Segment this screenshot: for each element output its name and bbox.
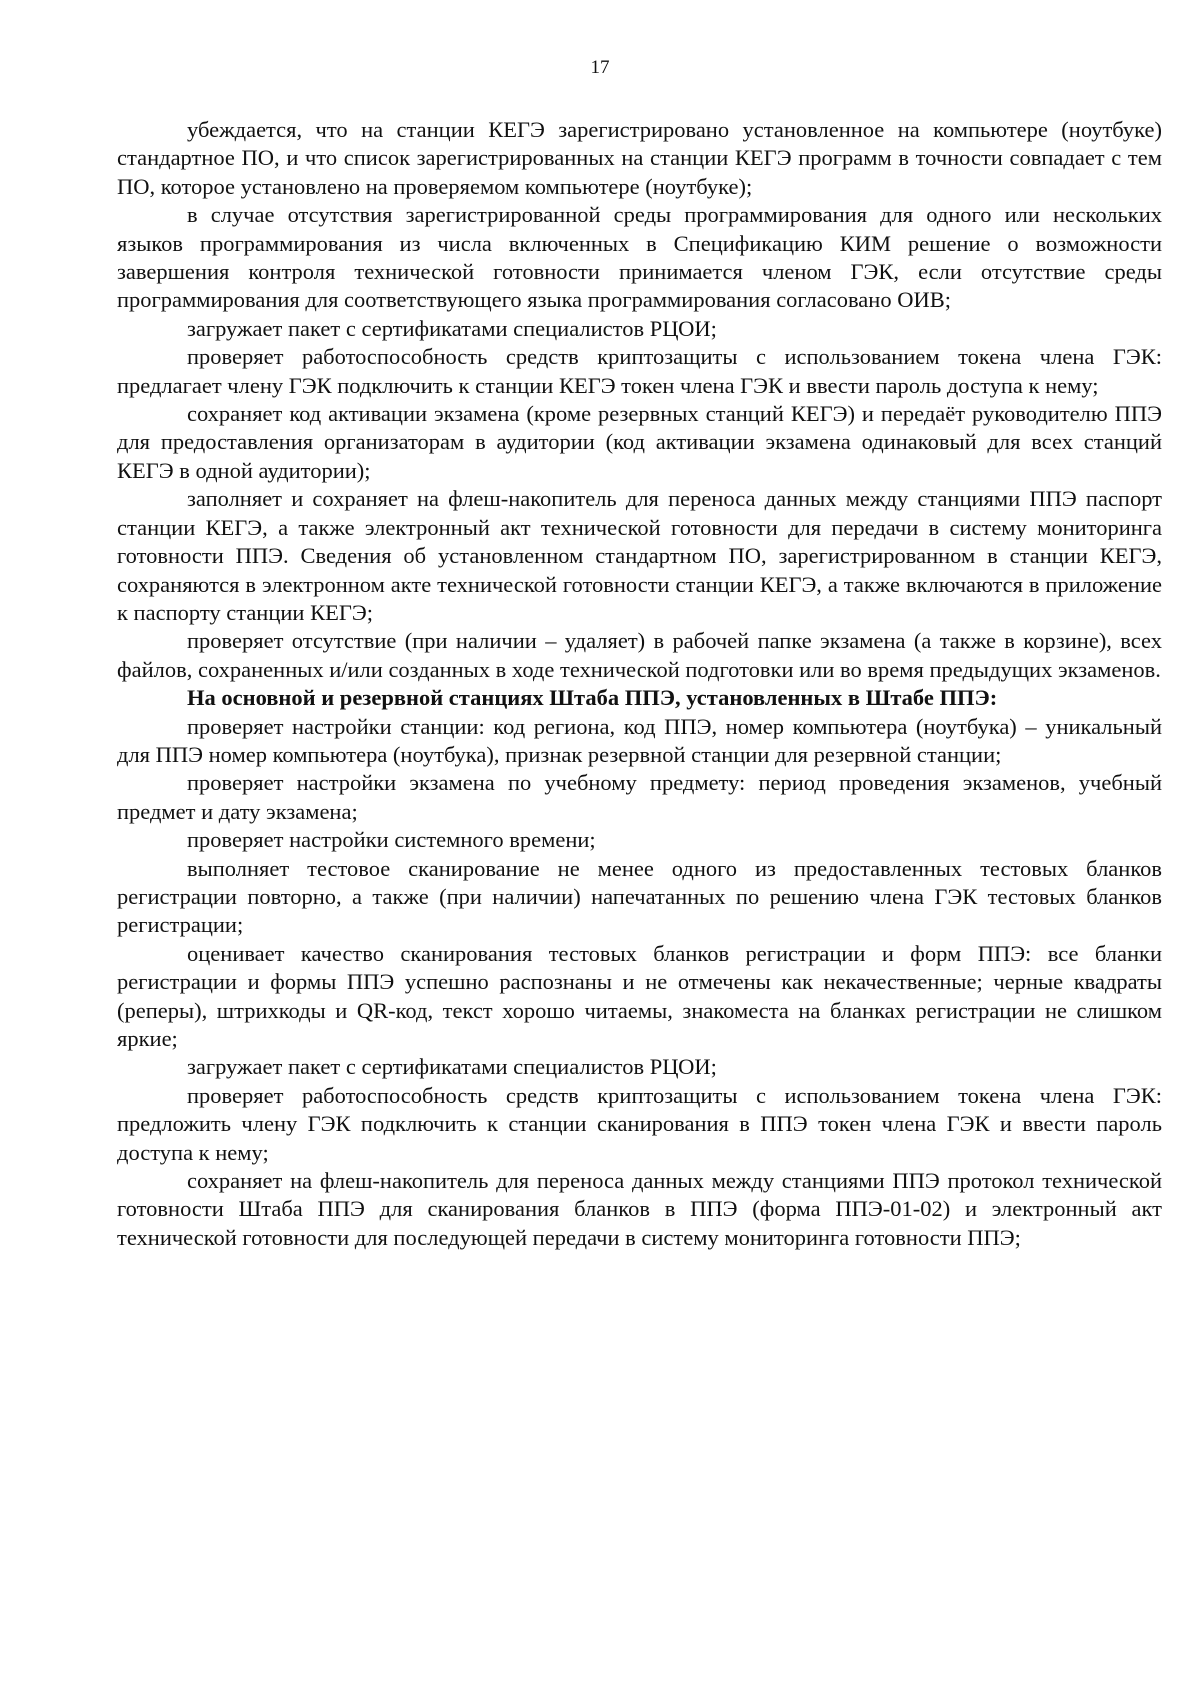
paragraph: сохраняет код активации экзамена (кроме резервных станций КЕГЭ) и передаёт руководителю ППЭ для предоставления организаторам в аудитории (код активации экзамена одинаковый для всех станций КЕГЭ в одной аудитории); — [117, 401, 1162, 483]
paragraph: убеждается, что на станции КЕГЭ зарегистрировано установленное на компьютере (ноутбуке) стандартное ПО, и что список зарегистрированных на станции КЕГЭ программ в точности совпадает с тем ПО, которое установлено на проверяемом компьютере (ноутбуке); — [117, 117, 1162, 199]
paragraph: проверяет настройки системного времени; — [187, 827, 596, 853]
page-number: 17 — [590, 57, 610, 78]
paragraph: выполняет тестовое сканирование не менее одного из предоставленных тестовых бланков регистрации повторно, а также (при наличии) напечатанных по решению члена ГЭК тестовых бланков регистрации; — [117, 855, 1162, 938]
paragraph: проверяет отсутствие (при наличии – удаляет) в рабочей папке экзамена (а также в корзине), всех файлов, сохраненных и/или созданных в ходе технической подготовки или во время предыдущих экзаменов. — [117, 628, 1162, 682]
paragraph: проверяет настройки экзамена по учебному предмету: период проведения экзаменов, учебный предмет и дату экзамена; — [117, 770, 1162, 824]
paragraph: проверяет настройки станции: код региона, код ППЭ, номер компьютера (ноутбука) – уникальный для ППЭ номер компьютера (ноутбука), признак резервной станции для резервной станции; — [117, 713, 1162, 767]
paragraph: оценивает качество сканирования тестовых бланков регистрации и форм ППЭ: все бланки регистрации и формы ППЭ успешно распознаны и не отмечены как некачественные; черные квадраты (реперы), штрихкоды и QR-код, текст хорошо читаемы, знакоместа на бланках регистрации не слишком яркие; — [117, 940, 1162, 1051]
section-heading: На основной и резервной станциях Штаба ППЭ, установленных в Штабе ППЭ: — [187, 685, 998, 711]
paragraph: загружает пакет с сертификатами специалистов РЦОИ; — [187, 315, 717, 341]
document-body — [117, 116, 1162, 1252]
paragraph: загружает пакет с сертификатами специалистов РЦОИ; — [187, 1054, 717, 1080]
paragraph: проверяет работоспособность средств криптозащиты с использованием токена члена ГЭК: предлагает члену ГЭК подключить к станции КЕГЭ токен члена ГЭК и ввести пароль доступа к нему; — [117, 344, 1162, 398]
paragraph: сохраняет на флеш-накопитель для переноса данных между станциями ППЭ протокол технической готовности Штаба ППЭ для сканирования бланков в ППЭ (форма ППЭ-01-02) и электронный акт технической готовности для последующей передачи в систему мониторинга готовности ППЭ; — [117, 1168, 1162, 1250]
paragraph: проверяет работоспособность средств криптозащиты с использованием токена члена ГЭК: предложить члену ГЭК подключить к станции сканирования в ППЭ токен члена ГЭК и ввести пароль доступа к нему; — [117, 1082, 1162, 1165]
paragraph: заполняет и сохраняет на флеш-накопитель для переноса данных между станциями ППЭ паспорт станции КЕГЭ, а также электронный акт технической готовности для передачи в систему мониторинга готовности ППЭ. Сведения об установленном стандартном ПО, зарегистрированном в станции КЕГЭ, сохраняются в электронном акте технической готовности станции КЕГЭ, а также включаются в приложение к паспорту станции КЕГЭ; — [117, 486, 1162, 625]
paragraph: в случае отсутствия зарегистрированной среды программирования для одного или нескольких языков программирования из числа включенных в Спецификацию КИМ решение о возможности завершения контроля технической готовности принимается членом ГЭК, если отсутствие среды программирования для соответствующего языка программирования согласовано ОИВ; — [117, 202, 1162, 313]
